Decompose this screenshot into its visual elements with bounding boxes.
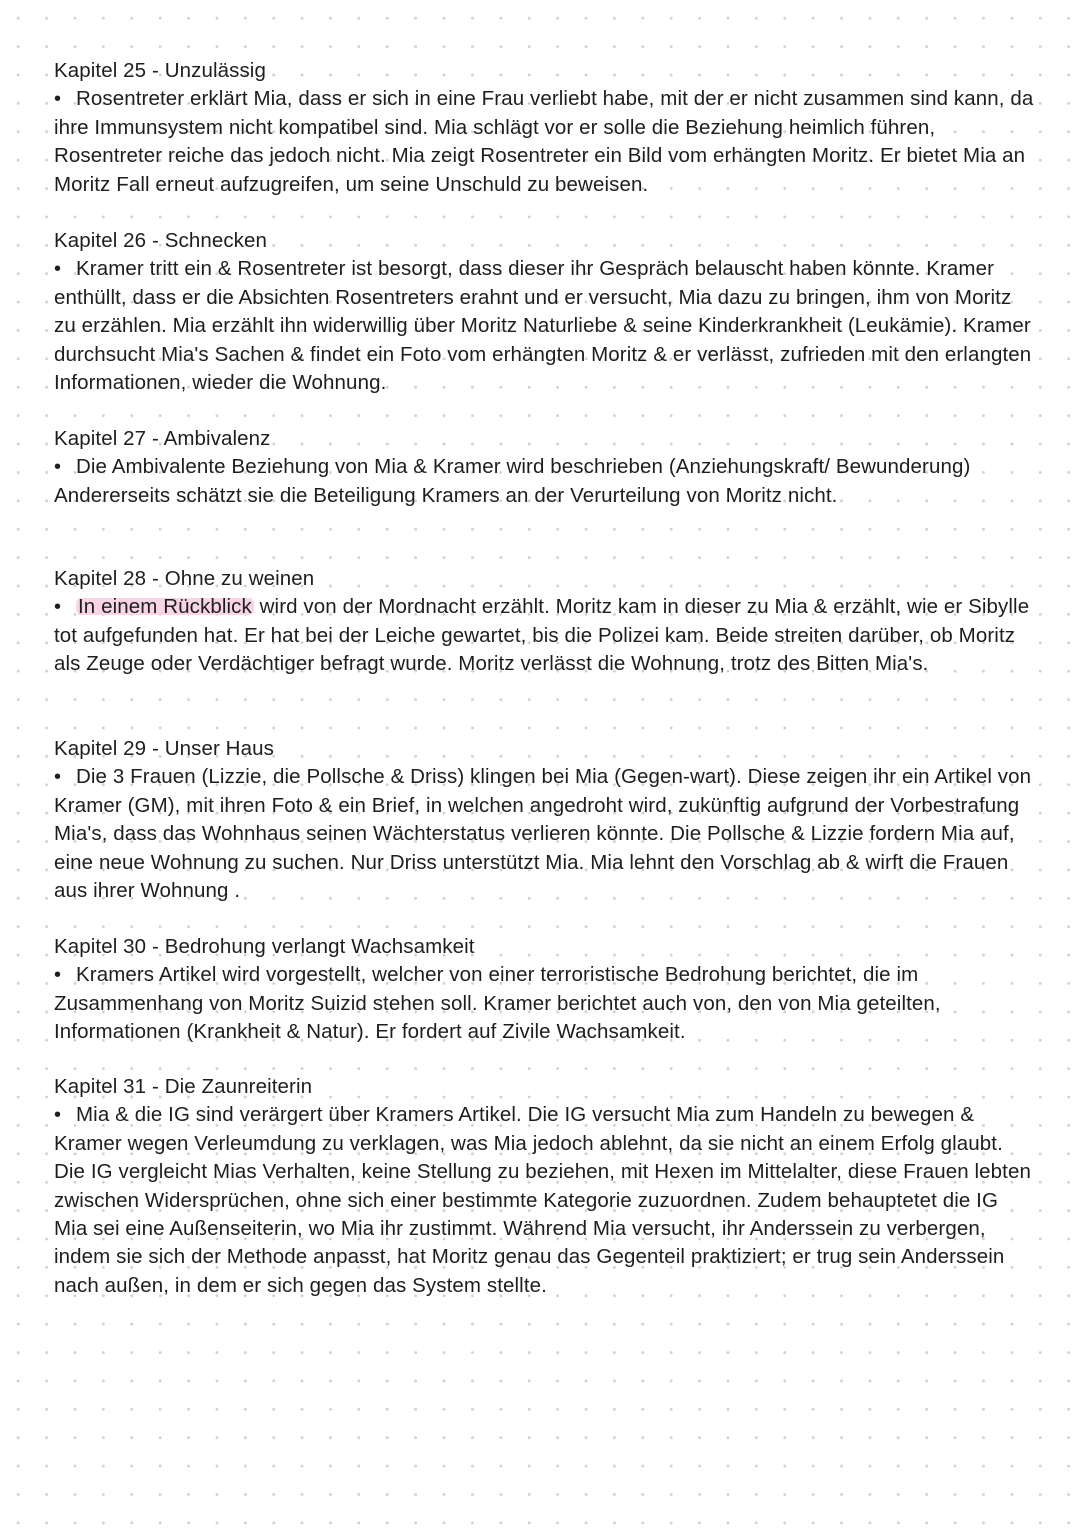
chapter-title: Kapitel 30 - Bedrohung verlangt Wachsamkeit bbox=[54, 935, 475, 958]
bullet-icon: • bbox=[54, 88, 62, 111]
chapter-title: Kapitel 29 - Unser Haus bbox=[54, 737, 274, 760]
chapter-28 bbox=[54, 565, 1034, 679]
bullet-icon: • bbox=[54, 964, 62, 987]
chapter-31 bbox=[54, 1073, 1034, 1300]
chapter-summary bbox=[54, 763, 1034, 905]
chapter-text: Kramer tritt ein & Rosentreter ist besorgt, dass dieser ihr Gespräch belauscht haben könnte. Kramer enthüllt, dass er die Absichten Rosentreters erahnt und er versucht, Mia dazu zu bringen, ihm von Moritz zu erzählen. Mia erzählt ihn widerwillig über Moritz Naturliebe & seine Kinderkrankheit (Leukämie). Kramer durchsucht Mia's Sachen & findet ein Foto vom erhängten Moritz & er verlässt, zufrieden mit den erlangten Informationen, wieder die Wohnung. bbox=[54, 257, 1032, 395]
chapter-summary bbox=[54, 255, 1034, 397]
chapter-26 bbox=[54, 227, 1034, 397]
chapter-summary bbox=[54, 453, 1034, 510]
chapter-title: Kapitel 31 - Die Zaunreiterin bbox=[54, 1075, 313, 1098]
chapter-text: Kramers Artikel wird vorgestellt, welcher von einer terroristische Bedrohung berichtet, die im Zusammenhang von Moritz Suizid stehen soll. Kramer berichtet auch von, den von Mia geteilten, Informationen (Krankheit & Natur). Er fordert auf Zivile Wachsamkeit. bbox=[54, 963, 941, 1044]
chapter-title: Kapitel 28 - Ohne zu weinen bbox=[54, 567, 315, 590]
bullet-icon: • bbox=[54, 1104, 62, 1127]
bullet-icon: • bbox=[54, 258, 62, 281]
chapter-title: Kapitel 26 - Schnecken bbox=[54, 229, 268, 252]
chapter-27 bbox=[54, 425, 1034, 510]
chapter-summary bbox=[54, 593, 1034, 678]
chapter-summary bbox=[54, 1101, 1034, 1300]
chapter-text: wird von der Mordnacht erzählt. Moritz kam in dieser zu Mia & erzählt, wie er Sibylle tot aufgefunden hat. Er hat bei der Leiche gewartet, bis die Polizei kam. Beide streiten darüber, ob Moritz als Zeuge oder Verdächtiger befragt wurde. Moritz verlässt die Wohnung, trotz des Bitten Mia's. bbox=[54, 595, 1030, 676]
bullet-icon: • bbox=[54, 596, 62, 619]
chapter-title: Kapitel 27 - Ambivalenz bbox=[54, 427, 271, 450]
chapter-text: Rosentreter erklärt Mia, dass er sich in eine Frau verliebt habe, mit der er nicht zusammen sind kann, da ihre Immunsystem nicht kompatibel sind. Mia schlägt vor er solle die Beziehung heimlich führen, Rosentreter reiche das jedoch nicht. Mia zeigt Rosentreter ein Bild vom erhängten Moritz. Er bietet Mia an Moritz Fall erneut aufzugreifen, um seine Unschuld zu beweisen. bbox=[54, 87, 1034, 196]
bullet-icon: • bbox=[54, 766, 62, 789]
chapter-title: Kapitel 25 - Unzulässig bbox=[54, 59, 266, 82]
bullet-icon: • bbox=[54, 456, 62, 479]
chapter-text: Die Ambivalente Beziehung von Mia & Kramer wird beschrieben (Anziehungskraft/ Bewunderung) Andererseits schätzt sie die Beteiligung Kramers an der Verurteilung von Moritz nicht. bbox=[54, 455, 971, 507]
chapter-summary bbox=[54, 961, 1034, 1046]
chapter-30 bbox=[54, 933, 1034, 1047]
highlighted-phrase: In einem Rückblick bbox=[78, 595, 252, 619]
chapter-25 bbox=[54, 57, 1034, 199]
chapter-summary bbox=[54, 85, 1034, 199]
chapter-29 bbox=[54, 735, 1034, 905]
chapter-text: Mia & die IG sind verärgert über Kramers Artikel. Die IG versucht Mia zum Handeln zu bewegen & Kramer wegen Verleumdung zu verklagen, was Mia jedoch ablehnt, da sie nicht an einem Erfolg glaubt. Die IG vergleicht Mias Verhalten, keine Stellung zu beziehen, mit Hexen im Mittelalter, diese Frauen lebten zwischen Widersprüchen, ohne sich einer bestimmte Kategorie zuzuordnen. Zudem behauptetet die IG Mia sei eine Außenseiterin, wo Mia ihr zustimmt. Während Mia versucht, ihr Anderssein zu verbergen, indem sie sich der Methode anpasst, hat Moritz genau das Gegenteil praktiziert; er trug sein Anderssein nach außen, in dem er sich gegen das System stellte. bbox=[54, 1103, 1031, 1297]
chapter-text: Die 3 Frauen (Lizzie, die Pollsche & Driss) klingen bei Mia (Gegen-wart). Diese zeigen ihr ein Artikel von Kramer (GM), mit ihren Foto & ein Brief, in welchen angedroht wird, zukünftig aufgrund der Vorbestrafung Mia's, dass das Wohnhaus seinen Wächterstatus verlieren könnte. Die Pollsche & Lizzie fordern Mia auf, eine neue Wohnung zu suchen. Nur Driss unterstützt Mia. Mia lehnt den Vorschlag ab & wirft die Frauen aus ihrer Wohnung . bbox=[54, 765, 1032, 903]
